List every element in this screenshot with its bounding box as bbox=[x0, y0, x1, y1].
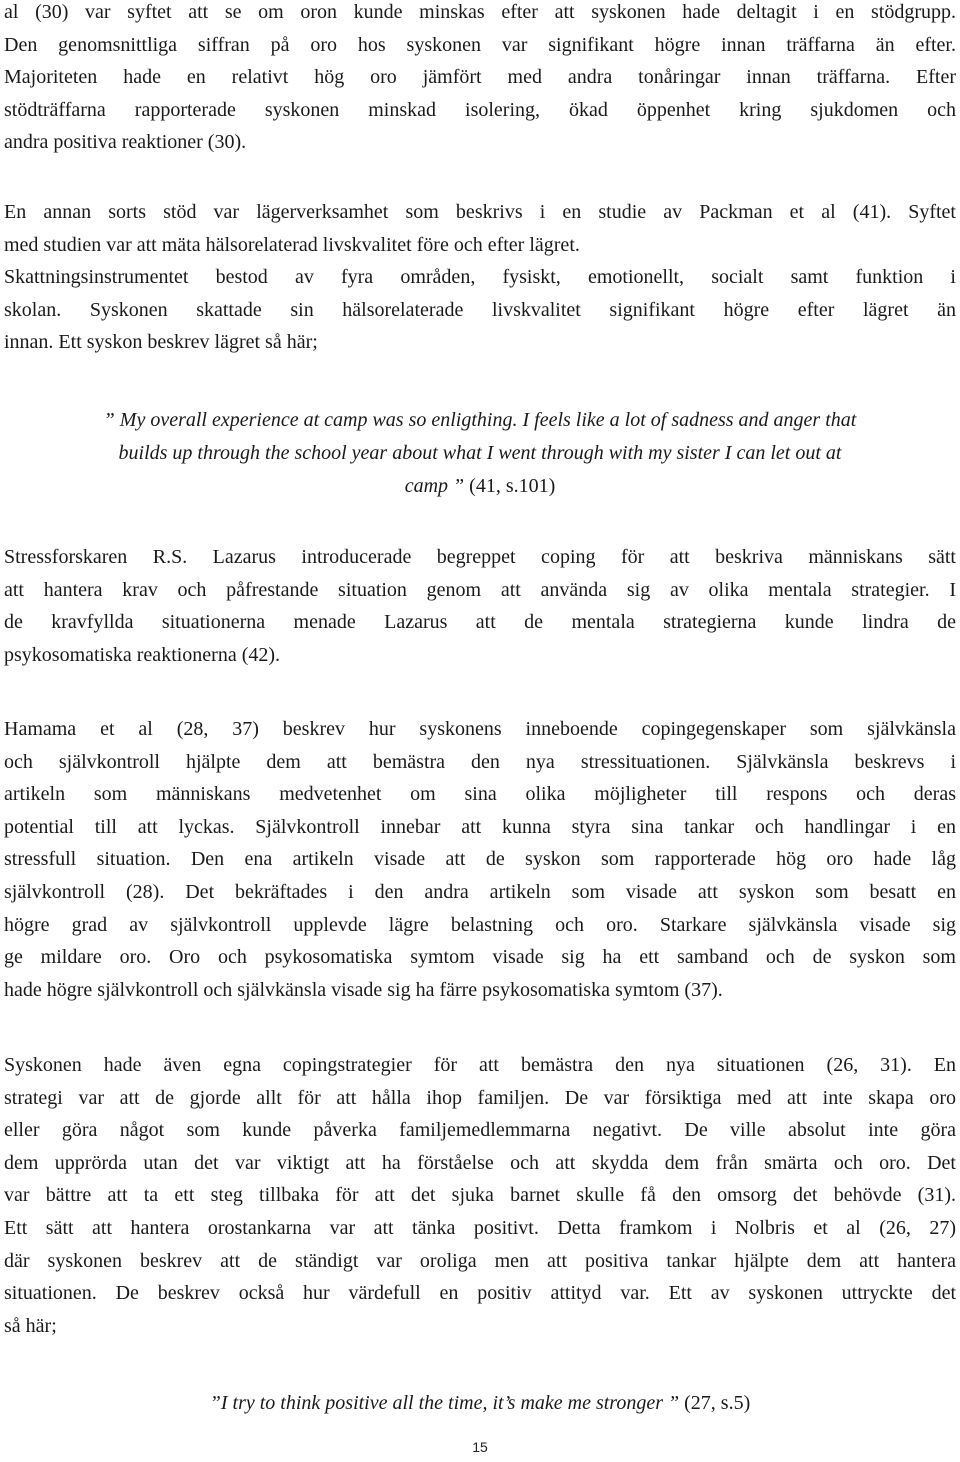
text-line: hade högre självkontroll och självkänsla visade sig ha färre psykosomatiska symtom (37). bbox=[4, 978, 723, 1001]
text-line: självkontroll (28). Det bekräftades i den andra artikeln som visade att syskon som besatt en bbox=[4, 880, 956, 903]
text-line: Skattningsinstrumentet bestod av fyra områden, fysiskt, emotionellt, socialt samt funktion i bbox=[4, 266, 956, 289]
text-line: eller göra något som kunde påverka familjemedlemmarna negativt. De ville absolut inte göra bbox=[4, 1119, 956, 1142]
paragraph-lazarus-coping bbox=[4, 541, 956, 671]
paragraph-hamama bbox=[4, 713, 956, 1006]
quote-line bbox=[4, 404, 956, 437]
text-line: så här; bbox=[4, 1314, 57, 1337]
page-number: 15 bbox=[472, 1439, 488, 1455]
quote-text: ”I try to think positive all the time, it’s make me stronger ” bbox=[209, 1392, 680, 1414]
text-line: Ett sätt att hantera orostankarna var att tänka positivt. Detta framkom i Nolbris et al (26, 27) bbox=[4, 1216, 956, 1239]
text-line: skolan. Syskonen skattade sin hälsorelaterade livskvalitet signifikant högre efter lägret än bbox=[4, 298, 956, 321]
quote-citation: (27, s.5) bbox=[679, 1392, 751, 1414]
paragraph-coping-strategies bbox=[4, 1049, 956, 1342]
text-line: situationen. De beskrev också hur värdefull en positiv attityd var. Ett av syskonen uttryckte det bbox=[4, 1282, 956, 1305]
quote-line bbox=[4, 1387, 956, 1420]
quote-text: builds up through the school year about what I went through with my sister I can let out at bbox=[118, 442, 842, 464]
block-quote-camp bbox=[4, 404, 956, 503]
text-line: med studien var att mäta hälsorelaterad livskvalitet före och efter lägret. bbox=[4, 233, 580, 256]
text-line: var bättre att ta ett steg tillbaka för att det sjuka barnet skulle få den omsorg det behövde (31). bbox=[4, 1184, 956, 1207]
text-line: strategi var att de gjorde allt för att hålla ihop familjen. De var försiktiga med att inte skapa oro bbox=[4, 1086, 956, 1109]
quote-text: ” My overall experience at camp was so enligthing. I feels like a lot of sadness and anger that bbox=[103, 409, 857, 431]
text-line: andra positiva reaktioner (30). bbox=[4, 131, 247, 154]
text-line: Stressforskaren R.S. Lazarus introducerade begreppet coping för att beskriva människans sätt bbox=[4, 546, 956, 568]
paragraph-support-group bbox=[4, 0, 956, 159]
text-line: de kravfyllda situationerna menade Lazarus att de mentala strategierna kunde lindra de bbox=[4, 611, 956, 634]
text-line: och självkontroll hjälpte dem att bemästra den nya stressituationen. Självkänsla beskrevs i bbox=[4, 750, 956, 773]
quote-line bbox=[4, 470, 956, 503]
text-line: stödträffarna rapporterade syskonen minskad isolering, ökad öppenhet kring sjukdomen och bbox=[4, 98, 956, 121]
text-line: Majoriteten hade en relativt hög oro jämfört med andra tonåringar innan träffarna. Efter bbox=[4, 66, 956, 89]
text-line: stressfull situation. Den ena artikeln visade att de syskon som rapporterade hög oro hade låg bbox=[4, 848, 956, 871]
text-line: innan. Ett syskon beskrev lägret så här; bbox=[4, 331, 318, 354]
text-line: Hamama et al (28, 37) beskrev hur syskonens inneboende copingegenskaper som självkänsla bbox=[4, 718, 956, 740]
text-line: Den genomsnittliga siffran på oro hos syskonen var signifikant högre innan träffarna än efter. bbox=[4, 33, 956, 56]
text-line: att hantera krav och påfrestande situation genom att använda sig av olika mentala strategier. I bbox=[4, 578, 956, 601]
block-quote-positive bbox=[4, 1387, 956, 1420]
paragraph-camp-study bbox=[4, 196, 956, 359]
quote-text: camp ” bbox=[404, 475, 465, 497]
text-line: Syskonen hade även egna copingstrategier för att bemästra den nya situationen (26, 31). En bbox=[4, 1054, 956, 1076]
text-line: ge mildare oro. Oro och psykosomatiska symtom visade sig ha ett samband och de syskon som bbox=[4, 946, 956, 969]
text-line: dem upprörda utan det var viktigt att ha förståelse och att skydda dem från smärta och oro. Det bbox=[4, 1151, 956, 1174]
text-line: al (30) var syftet att se om oron kunde minskas efter att syskonen hade deltagit i en stödgrupp. bbox=[4, 1, 956, 23]
text-line: artikeln som människans medvetenhet om sina olika möjligheter till respons och deras bbox=[4, 783, 956, 806]
text-line: potential till att lyckas. Självkontroll innebar att kunna styra sina tankar och handlingar i en bbox=[4, 815, 956, 838]
quote-citation: (41, s.101) bbox=[464, 475, 556, 497]
text-line: där syskonen beskrev att de ständigt var oroliga men att positiva tankar hjälpte dem att hantera bbox=[4, 1249, 956, 1272]
text-line: En annan sorts stöd var lägerverksamhet som beskrivs i en studie av Packman et al (41). Syftet bbox=[4, 201, 956, 223]
quote-line bbox=[4, 437, 956, 470]
text-line: psykosomatiska reaktionerna (42). bbox=[4, 643, 281, 666]
text-line: högre grad av självkontroll upplevde lägre belastning och oro. Starkare självkänsla visade sig bbox=[4, 913, 956, 936]
